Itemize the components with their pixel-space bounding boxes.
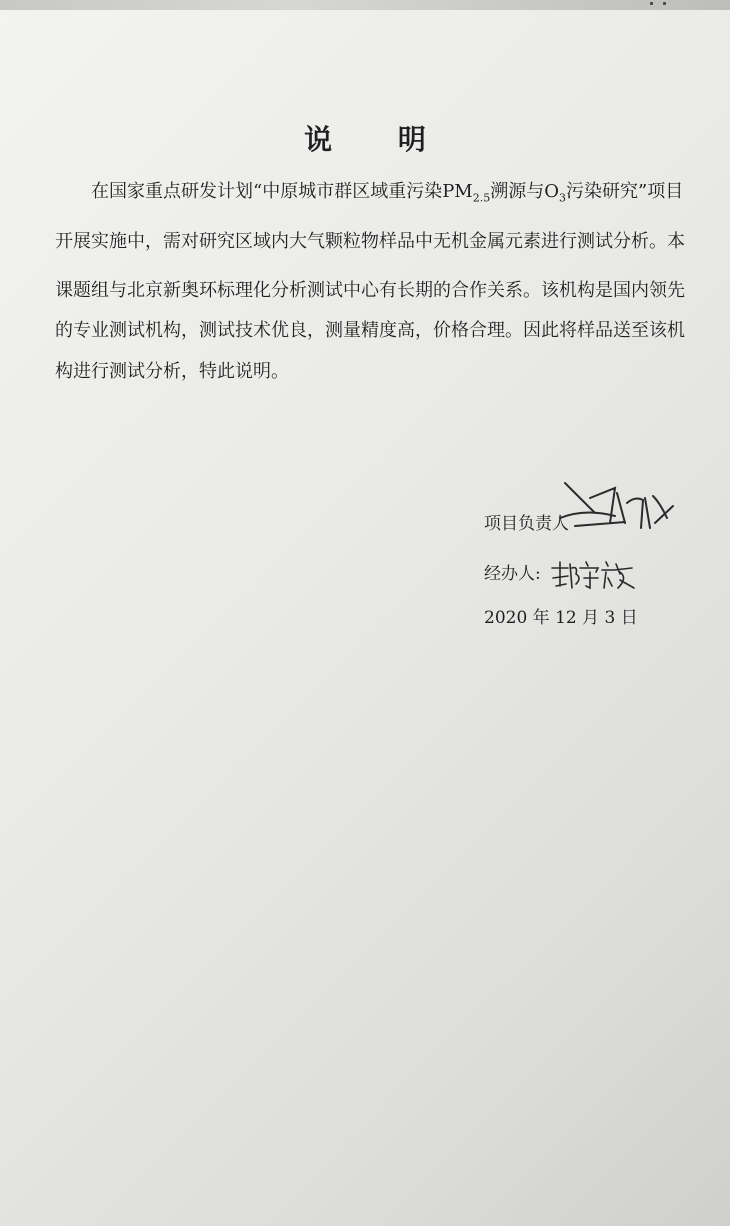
handler-label-text: 经办人: (484, 564, 541, 584)
top-edge-shadow (0, 0, 730, 10)
paragraph-line-2: 开展实施中，需对研究区域内大气颗粒物样品中无机金属元素进行测试分析。本 (55, 231, 685, 252)
project-leader-signature (555, 478, 680, 538)
handler-label (484, 562, 541, 586)
paragraph-line-5: 构进行测试分析，特此说明。 (55, 361, 289, 382)
line1-mid: 溯源与O (490, 181, 560, 202)
line1-pre: 在国家重点研发计划“中原城市群区域重污染PM (91, 181, 473, 202)
document-title: 说 明 (304, 123, 454, 156)
paragraph-line-1 (55, 180, 683, 211)
paragraph-line-3: 课题组与北京新奥环标理化分析测试中心有长期的合作关系。该机构是国内领先 (55, 280, 685, 301)
document-date: 2020 年 12 月 3 日 (484, 608, 638, 628)
edge-speck (650, 2, 653, 5)
o3-subscript: 3 (559, 191, 567, 205)
handler-signature (548, 558, 638, 592)
edge-speck (663, 2, 666, 5)
project-leader-label: 项目负责人 (484, 514, 569, 534)
pm-subscript: 2.5 (472, 191, 491, 205)
line1-post: 污染研究”项目 (566, 181, 684, 202)
paragraph-line-4: 的专业测试机构，测试技术优良，测量精度高，价格合理。因此将样品送至该机 (55, 320, 685, 341)
